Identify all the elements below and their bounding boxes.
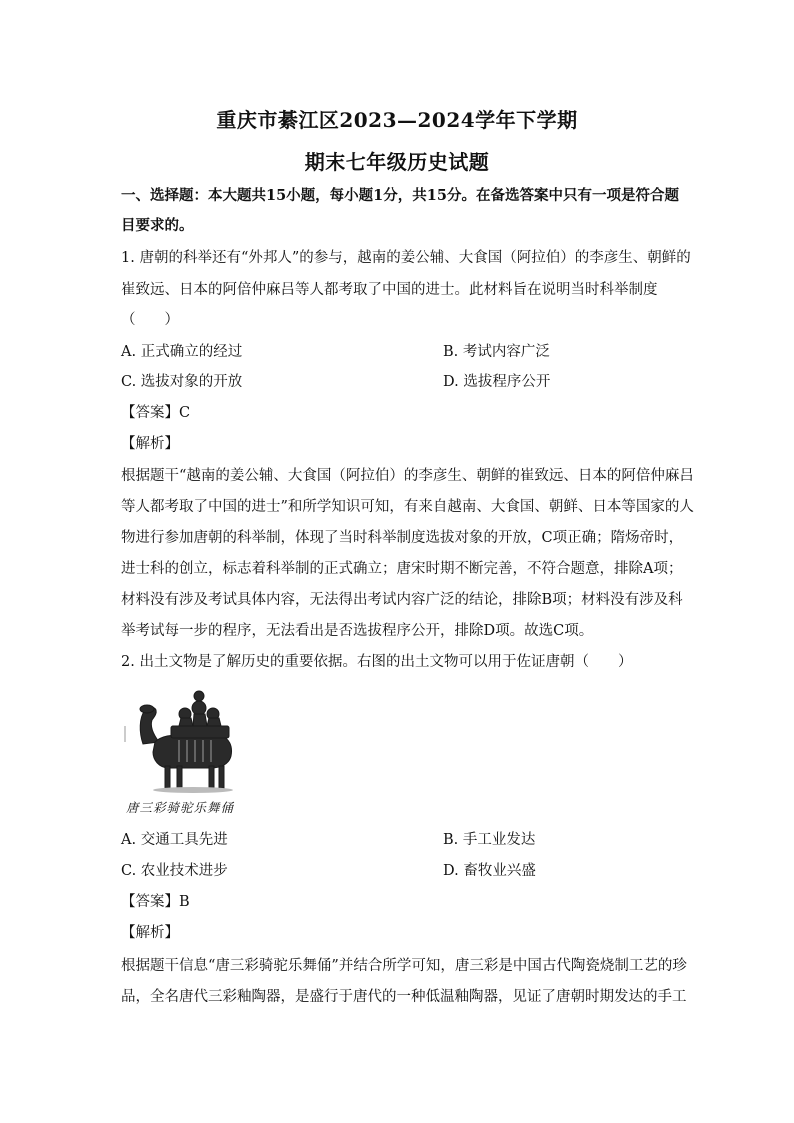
q1-answer: 【答案】C [121,405,191,421]
q1-analysis-line5: 材料没有涉及考试具体内容，无法得出考试内容广泛的结论，排除B项；材料没有涉及科 [121,592,683,608]
q2-option-b: B. 手工业发达 [443,832,536,848]
section-heading-line1: 一、选择题：本大题共15小题，每小题1分，共15分。在备选答案中只有一项是符合题 [121,187,679,204]
q1-analysis-line2: 等人都考取了中国的进士”和所学知识可知，有来自越南、大食国、朝鲜、日本等国家的人 [121,499,694,515]
q1-analysis-line4: 进士科的创立，标志着科举制的正式确立；唐宋时期不断完善，不符合题意，排除A项； [121,561,683,577]
exam-title-line2: 期末七年级历史试题 [304,150,490,174]
q1-stem-line1: 1. 唐朝的科举还有“外邦人”的参与，越南的姜公辅、大食国（阿拉伯）的李彦生、朝鲜的 [121,250,691,266]
q1-option-b: B. 考试内容广泛 [443,344,550,360]
q2-answer: 【答案】B [121,894,190,910]
q1-option-d: D. 选拔程序公开 [443,374,551,390]
q1-stem-line2: 崔致远、日本的阿倍仲麻吕等人都考取了中国的进士。此材料旨在说明当时科举制度 [121,282,658,298]
section-heading-line2: 目要求的。 [121,217,194,234]
q2-stem-line1: 2. 出土文物是了解历史的重要依据。右图的出土文物可以用于佐证唐朝（ ） [121,654,633,670]
q1-analysis-line3: 物进行参加唐朝的科举制，体现了当时科举制度选拔对象的开放，C项正确；隋炀帝时， [121,530,684,546]
q1-analysis-line6: 举考试每一步的程序，无法看出是否选拔程序公开，排除D项。故选C项。 [121,623,594,639]
q1-analysis-line1: 根据题干“越南的姜公辅、大食国（阿拉伯）的李彦生、朝鲜的崔致远、日本的阿倍仲麻吕 [121,468,694,484]
camel-figurine-image [121,684,251,814]
q1-option-a: A. 正式确立的经过 [121,344,243,360]
q2-analysis-line2: 品，全名唐代三彩釉陶器，是盛行于唐代的一种低温釉陶器，见证了唐朝时期发达的手工 [121,989,687,1005]
q2-option-c: C. 农业技术进步 [121,863,228,879]
q2-option-d: D. 畜牧业兴盛 [443,863,536,879]
q2-option-a: A. 交通工具先进 [121,832,228,848]
q2-analysis-label: 【解析】 [121,925,179,941]
figure-caption: 唐三彩骑驼乐舞俑 [126,800,235,815]
q1-analysis-label: 【解析】 [121,436,179,452]
q1-stem-line3: （ ） [121,312,179,328]
q1-option-c: C. 选拔对象的开放 [121,374,243,390]
exam-title-line1: 重庆市綦江区2023—2024学年下学期 [216,108,578,132]
q2-analysis-line1: 根据题干信息“唐三彩骑驼乐舞俑”并结合所学可知，唐三彩是中国古代陶瓷烧制工艺的珍 [121,958,687,974]
